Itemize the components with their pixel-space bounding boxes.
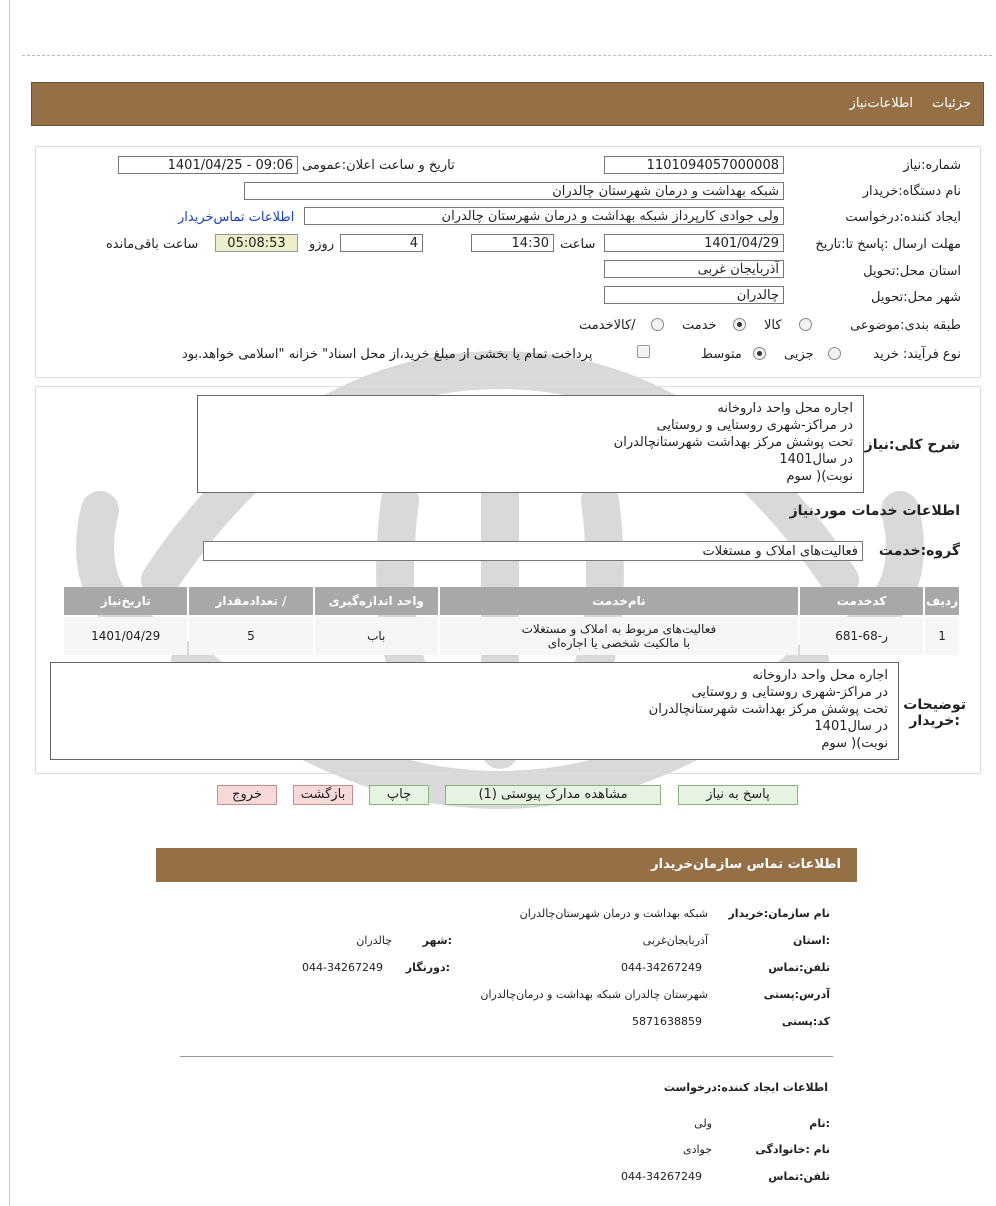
cell-qty: 5 [189,617,312,655]
contact-city-label: :شهر [422,934,452,947]
day-label: روزو [309,237,335,252]
process-minor-radio[interactable] [828,347,841,360]
category-service-radio[interactable] [733,318,746,331]
description-label: شرح کلی:نیاز [864,437,960,453]
contact-address-value: شهرستان چالدران شبکه بهداشت و درمان‌چالدران [480,988,708,1001]
back-button[interactable]: بازگشت [293,785,353,805]
top-divider [22,55,992,56]
contact-city-value: چالدران [356,934,392,947]
creator-info-title: اطلاعات ایجاد کننده:درخواست [663,1081,828,1094]
announce-label: تاریخ و ساعت اعلان:عمومی [302,158,455,173]
province-field: آذربایجان غربی [604,260,784,278]
service-group-label: گروه:خدمت [878,543,960,559]
contact-divider [180,1056,833,1057]
category-goods-service-label: /کالاخدمت [579,318,636,333]
contact-province-value: آذربایجان‌غربی [642,934,708,947]
days-field: 4 [340,234,423,252]
table-header-row [64,587,959,615]
remaining-timer: 05:08:53 [215,234,298,252]
category-service-label: خدمت [682,318,717,333]
creator-phone-label: تلفن:تماس [768,1170,830,1183]
deadline-date-field: 1401/04/29 [604,234,784,252]
hour-label: ساعت [560,237,596,252]
creator-name-label: :نام [809,1117,830,1130]
description-box: اجاره محل واحد داروخانه در مراکز-شهری روستایی و روستایی تحت پوشش مرکز بهداشت شهرستانچالدران در سال1401 نوبت)( سوم [197,395,864,493]
cell-date: 1401/04/29 [64,617,187,655]
process-medium-label: متوسط [701,347,742,362]
contact-bar-title: اطلاعات تماس سازمان‌خریدار [651,857,841,872]
city-label: شهر محل:تحویل [871,290,961,305]
creator-field: ولی جوادی کارپرداز شبکه بهداشت و درمان شهرستان چالدران [304,207,784,225]
buyer-org-label: نام دستگاه:خریدار [862,184,961,199]
remaining-label: ساعت باقی‌مانده [106,237,199,252]
process-minor-label: جزیی [784,347,814,362]
buyer-contact-link[interactable]: اطلاعات تماس‌خریدار [178,210,295,225]
contact-postal-value: 5871638859 [632,1015,702,1028]
contact-postal-label: کد:پستی [781,1015,830,1028]
contact-province-label: :استان [793,934,830,947]
reply-button[interactable]: پاسخ به نیاز [678,785,798,805]
header-bar [31,82,984,126]
creator-phone-value: 044-34267249 [621,1170,702,1183]
contact-phone-label: تلفن:تماس [768,961,830,974]
tab-details[interactable]: جزئیات [932,96,971,111]
process-medium-radio[interactable] [753,347,766,360]
treasury-payment-checkbox[interactable] [637,345,650,358]
category-label: طبقه بندی:موضوعی [850,318,961,333]
cell-row: 1 [925,617,959,655]
buyer-notes-box: اجاره محل واحد داروخانه در مراکز-شهری روستایی و روستایی تحت پوشش مرکز بهداشت شهرستانچالدران در سال1401 نوبت)( سوم [50,662,899,760]
category-goods-radio[interactable] [799,318,812,331]
col-code: کدخدمت [800,587,923,615]
table-row [64,617,959,655]
attachments-button[interactable]: مشاهده مدارک پیوستی (1) [445,785,661,805]
creator-family-value: جوادی [682,1143,712,1156]
category-goods-label: کالا [764,318,782,333]
buyer-notes-label: توضیحات :خریدار [903,697,966,729]
contact-phone-value: 044-34267249 [621,961,702,974]
buyer-org-field: شبکه بهداشت و درمان شهرستان چالدران [244,182,784,200]
tab-need-info[interactable]: اطلاعات‌نیاز [849,96,913,111]
print-button[interactable]: چاپ [369,785,429,805]
contact-org-value: شبکه بهداشت و درمان شهرستان‌چالدران [519,907,708,920]
cell-unit: باب [315,617,438,655]
contact-org-label: نام سازمان:خریدار [728,907,830,920]
main-info-panel [35,146,981,378]
category-goods-service-radio[interactable] [651,318,664,331]
col-unit: واحد اندازه‌گیری [315,587,438,615]
province-label: استان محل:تحویل [863,264,961,279]
need-number-label: شماره:نیاز [903,158,961,173]
creator-label: ایجاد کننده:درخواست [845,210,961,225]
cell-name: فعالیت‌های مربوط به املاک و مستغلات با مالکیت شخصی یا اجاره‌ای [440,617,798,655]
cell-code: ر-68-681 [800,617,923,655]
creator-name-value: ولی [694,1117,712,1130]
deadline-label: مهلت ارسال :پاسخ تا:تاریخ [815,237,961,252]
contact-fax-value: 044-34267249 [302,961,383,974]
services-table [62,585,961,657]
col-row: ردیف [925,587,959,615]
services-section-title: اطلاعات خدمات موردنیاز [789,503,960,519]
creator-family-label: نام :خانوادگی [755,1143,830,1156]
service-group-field: فعالیت‌های املاک و مستغلات [203,541,863,561]
process-label: نوع فرآیند: خرید [873,347,961,362]
left-border-line [9,0,10,1206]
contact-bar [156,848,857,882]
contact-fax-label: :دورنگار [405,961,450,974]
contact-address-label: آدرس:پستی [763,988,830,1001]
need-number-field: 1101094057000008 [604,156,784,174]
announce-field: 1401/04/25 - 09:06 [118,156,298,174]
city-field: چالدران [604,286,784,304]
exit-button[interactable]: خروج [217,785,277,805]
col-date: تاریخ‌نیاز [64,587,187,615]
col-name: نام‌خدمت [440,587,798,615]
col-qty: / تعدادمقدار [189,587,312,615]
treasury-payment-note: پرداخت تمام یا بخشی از مبلغ خرید،از محل اسناد" خزانه "اسلامی خواهد.بود [182,347,593,362]
deadline-time-field: 14:30 [471,234,554,252]
